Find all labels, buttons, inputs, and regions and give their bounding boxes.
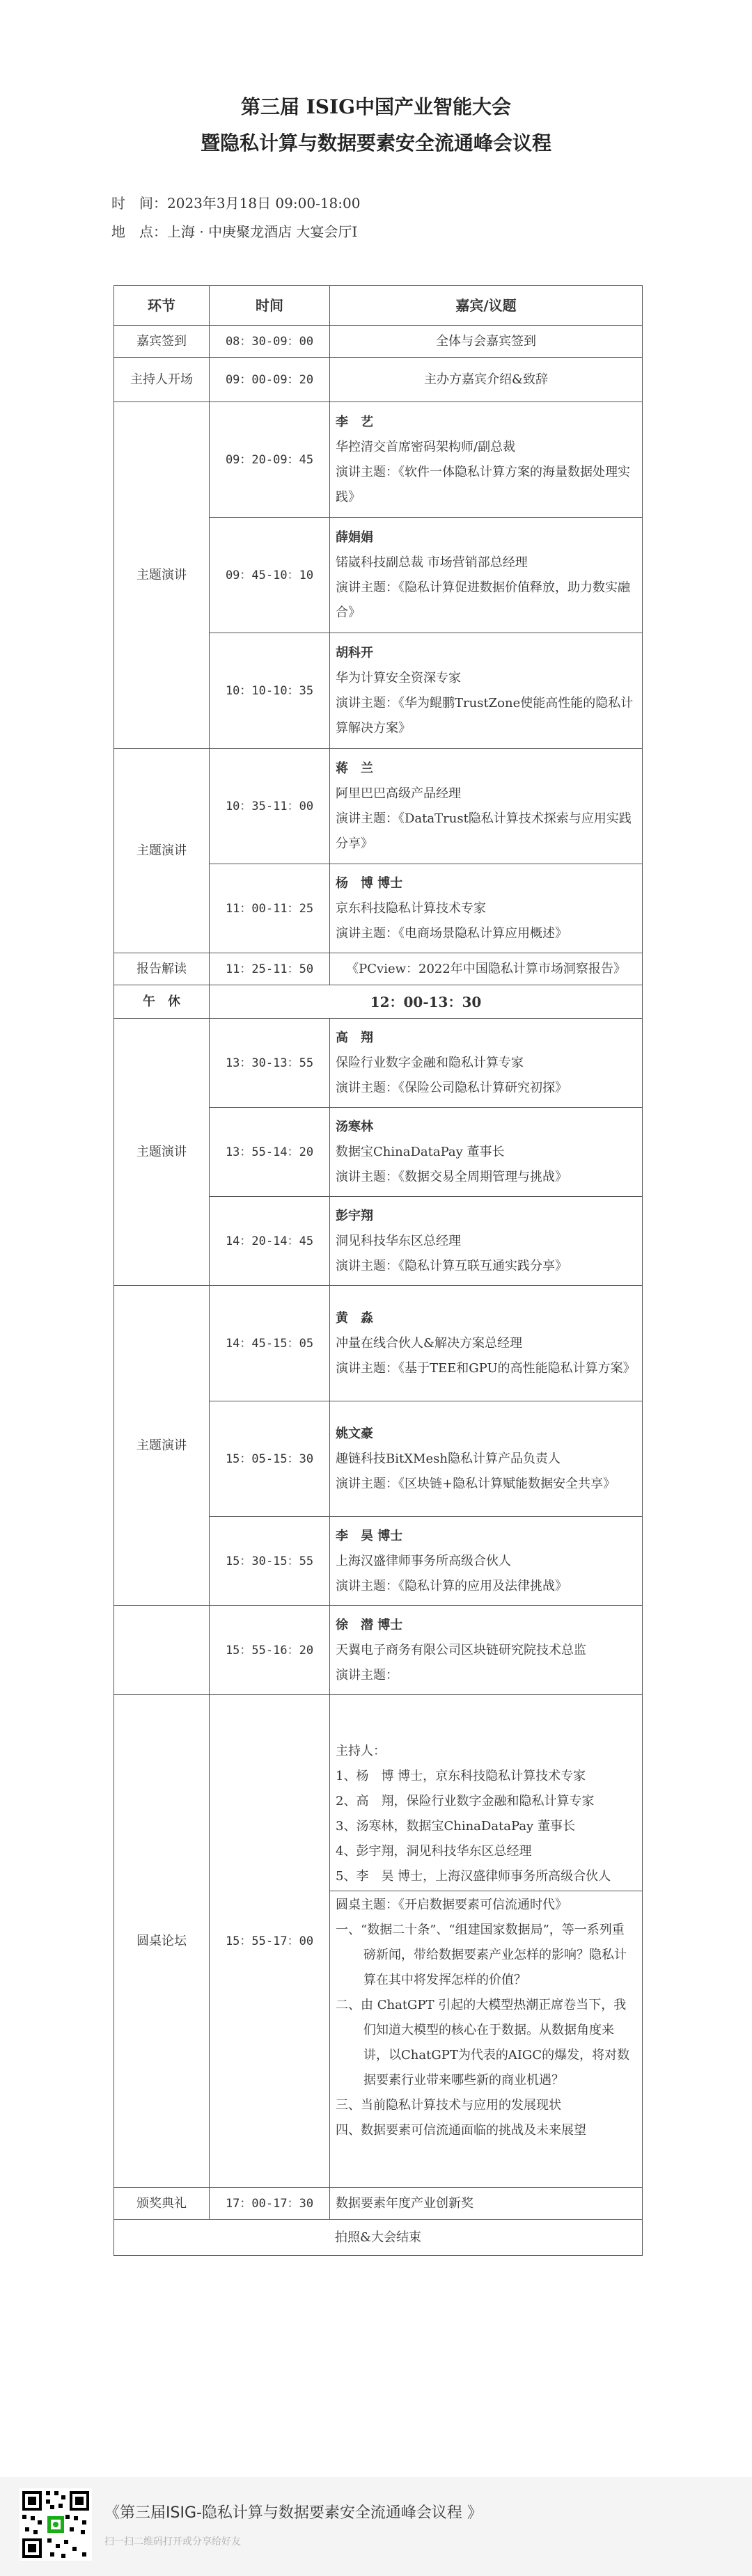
agenda-table: [113, 285, 643, 2256]
speaker-role: 华为计算安全资深专家: [336, 670, 461, 685]
row-time: 14：20-14：45: [210, 1197, 330, 1286]
speaker-topic: 演讲主题：《隐私计算的应用及法律挑战》: [336, 1578, 567, 1593]
event-time: [111, 192, 360, 212]
table-row: [114, 1286, 643, 1401]
row-section: 主持人开场: [114, 358, 210, 402]
speaker-role: 锘崴科技副总裁 市场营销部总经理: [336, 555, 528, 570]
table-row: [114, 1695, 643, 2188]
speaker-name: 高 翔: [336, 1030, 373, 1045]
table-header-row: [114, 286, 643, 326]
header-section: 环节: [114, 286, 210, 326]
forum-point: 三、当前隐私计算技术与应用的发展现状: [336, 2098, 561, 2113]
forum-host-item: 1、杨 博 博士，京东科技隐私计算技术专家: [336, 1769, 586, 1783]
speaker-topic: 演讲主题：: [336, 1667, 398, 1683]
speaker-topic: 演讲主题：《数据交易全周期管理与挑战》: [336, 1169, 567, 1184]
speaker-cell: [330, 402, 643, 518]
row-section-empty: [114, 1606, 210, 1695]
row-section: 嘉宾签到: [114, 326, 210, 358]
speaker-role: 保险行业数字金融和隐私计算专家: [336, 1055, 524, 1070]
speaker-topic: 演讲主题：《保险公司隐私计算研究初探》: [336, 1080, 567, 1095]
speaker-role: 数据宝ChinaDataPay 董事长: [336, 1144, 505, 1159]
row-time: 10：35-11：00: [210, 749, 330, 864]
row-time: 17：00-17：30: [210, 2188, 330, 2220]
speaker-cell: [330, 1019, 643, 1108]
row-time: 08：30-09：00: [210, 326, 330, 358]
row-time: 09：20-09：45: [210, 402, 330, 518]
row-section: 报告解读: [114, 953, 210, 985]
speaker-name: 李 昊 博士: [336, 1528, 403, 1543]
row-time: 13：30-13：55: [210, 1019, 330, 1108]
row-time: 15：30-15：55: [210, 1517, 330, 1606]
row-content: 全体与会嘉宾签到: [330, 326, 643, 358]
row-section: 主题演讲: [114, 1286, 210, 1606]
speaker-cell: [330, 1108, 643, 1197]
speaker-name: 徐 潜 博士: [336, 1617, 403, 1632]
row-section: 主题演讲: [114, 1019, 210, 1286]
row-content: 数据要素年度产业创新奖: [330, 2188, 643, 2220]
speaker-cell: [330, 1286, 643, 1401]
row-time: 10：10-10：35: [210, 633, 330, 749]
speaker-cell: [330, 1401, 643, 1517]
page-title-line2: 暨隐私计算与数据要素安全流通峰会议程: [200, 132, 551, 154]
table-row: [114, 2188, 643, 2220]
row-section: 主题演讲: [114, 402, 210, 749]
time-label: 时 间：: [111, 195, 167, 212]
speaker-role: 天翼电子商务有限公司区块链研究院技术总监: [336, 1642, 586, 1657]
speaker-role: 阿里巴巴高级产品经理: [336, 786, 461, 801]
forum-point: 一、“数据二十条”、“组建国家数据局”，等一系列重磅新闻，带给数据要素产业怎样的影响？隐私计算在其中将发挥怎样的价值？: [336, 1923, 627, 1987]
forum-host-item: 2、高 翔，保险行业数字金融和隐私计算专家: [336, 1794, 595, 1808]
speaker-name: 李 艺: [336, 414, 373, 429]
speaker-topic: 演讲主题：《DataTrust隐私计算技术探索与应用实践分享》: [336, 811, 632, 851]
row-time: 15：55-16：20: [210, 1606, 330, 1695]
share-footer: [0, 2477, 752, 2576]
speaker-name: 彭宇翔: [336, 1208, 373, 1223]
speaker-topic: 演讲主题：《电商场景隐私计算应用概述》: [336, 925, 567, 941]
speaker-role: 华控清交首席密码架构师/副总裁: [336, 439, 516, 454]
forum-theme: 圆桌主题：《开启数据要素可信流通时代》: [336, 1898, 567, 1912]
row-time: 13：55-14：20: [210, 1108, 330, 1197]
forum-host-item: 5、李 昊 博士，上海汉盛律师事务所高级合伙人: [336, 1869, 611, 1884]
row-section: 午 休: [114, 985, 210, 1019]
speaker-cell: [330, 864, 643, 953]
place-label: 地 点：: [111, 223, 167, 240]
speaker-topic: 演讲主题：《软件一体隐私计算方案的海量数据处理实践》: [336, 464, 630, 504]
row-section: 主题演讲: [114, 749, 210, 953]
speaker-name: 薛娟娟: [336, 530, 373, 545]
time-value: 2023年3月18日 09:00-18:00: [167, 195, 361, 212]
qr-code-icon[interactable]: [19, 2488, 92, 2561]
speaker-topic: 演讲主题：《基于TEE和GPU的高性能隐私计算方案》: [336, 1360, 636, 1376]
row-content: 主办方嘉宾介绍&致辞: [330, 358, 643, 402]
row-time: 11：00-11：25: [210, 864, 330, 953]
speaker-topic: 演讲主题：《隐私计算促进数据价值释放，助力数实融合》: [336, 580, 630, 620]
closing-row: 拍照&大会结束: [114, 2220, 643, 2256]
share-title: 《第三届ISIG-隐私计算与数据要素安全流通峰会议程 》: [104, 2504, 483, 2522]
speaker-topic: 演讲主题：《区块链+隐私计算赋能数据安全共享》: [336, 1476, 616, 1491]
table-row: [114, 985, 643, 1019]
speaker-role: 京东科技隐私计算技术专家: [336, 900, 486, 916]
row-section: 圆桌论坛: [114, 1695, 210, 2188]
speaker-role: 趣链科技BitXMesh隐私计算产品负责人: [336, 1451, 561, 1466]
row-time: 14：45-15：05: [210, 1286, 330, 1401]
place-value: 上海 · 中庚聚龙酒店 大宴会厅Ⅰ: [167, 223, 358, 240]
table-row: [114, 402, 643, 518]
header-time: 时间: [210, 286, 330, 326]
speaker-cell: [330, 749, 643, 864]
row-time: 11：25-11：50: [210, 953, 330, 985]
row-time: 09：00-09：20: [210, 358, 330, 402]
speaker-name: 黄 淼: [336, 1310, 373, 1326]
forum-point: 四、数据要素可信流通面临的挑战及未来展望: [336, 2123, 586, 2138]
row-time: 09：45-10：10: [210, 518, 330, 633]
page-title-line1: 第三届 ISIG中国产业智能大会: [240, 95, 512, 118]
forum-host-item: 3、汤寒林，数据宝ChinaDataPay 董事长: [336, 1819, 575, 1834]
table-row: [114, 358, 643, 402]
speaker-topic: 演讲主题：《隐私计算互联互通实践分享》: [336, 1258, 567, 1273]
speaker-name: 汤寒林: [336, 1119, 373, 1134]
speaker-cell: [330, 633, 643, 749]
table-row: [114, 2220, 643, 2256]
forum-cell: [330, 1695, 643, 2188]
speaker-cell: [330, 1517, 643, 1606]
forum-host-label: 主持人：: [336, 1744, 386, 1758]
speaker-topic: 演讲主题：《华为鲲鹏TrustZone使能高性能的隐私计算解决方案》: [336, 695, 634, 736]
row-section: 颁奖典礼: [114, 2188, 210, 2220]
speaker-cell: [330, 1606, 643, 1695]
lunch-time: 12：00-13：30: [210, 985, 643, 1019]
speaker-name: 姚文豪: [336, 1426, 373, 1441]
speaker-role: 上海汉盛律师事务所高级合伙人: [336, 1553, 511, 1568]
row-time: 15：55-17：00: [210, 1695, 330, 2188]
table-row: [114, 953, 643, 985]
table-row: [114, 1606, 643, 1695]
forum-point: 二、由 ChatGPT 引起的大模型热潮正席卷当下，我们知道大模型的核心在于数据。从数据角度来讲，以ChatGPT为代表的AIGC的爆发，将对数据要素行业带来哪些新的商业机遇？: [336, 1998, 630, 2088]
row-time: 15：05-15：30: [210, 1401, 330, 1517]
event-place: [111, 221, 357, 241]
header-content: 嘉宾/议题: [330, 286, 643, 326]
speaker-name: 胡科开: [336, 645, 373, 660]
speaker-cell: [330, 1197, 643, 1286]
speaker-role: 冲量在线合伙人&解决方案总经理: [336, 1335, 523, 1351]
speaker-name: 杨 博 博士: [336, 875, 403, 891]
forum-host-item: 4、彭宇翔，洞见科技华东区总经理: [336, 1844, 532, 1859]
table-row: [114, 1019, 643, 1108]
row-content: 《PCview：2022年中国隐私计算市场洞察报告》: [330, 953, 643, 985]
speaker-role: 洞见科技华东区总经理: [336, 1233, 461, 1248]
speaker-cell: [330, 518, 643, 633]
table-row: [114, 749, 643, 864]
share-subtitle: 扫一扫二维码打开或分享给好友: [104, 2536, 241, 2547]
speaker-name: 蒋 兰: [336, 761, 373, 776]
table-row: [114, 326, 643, 358]
